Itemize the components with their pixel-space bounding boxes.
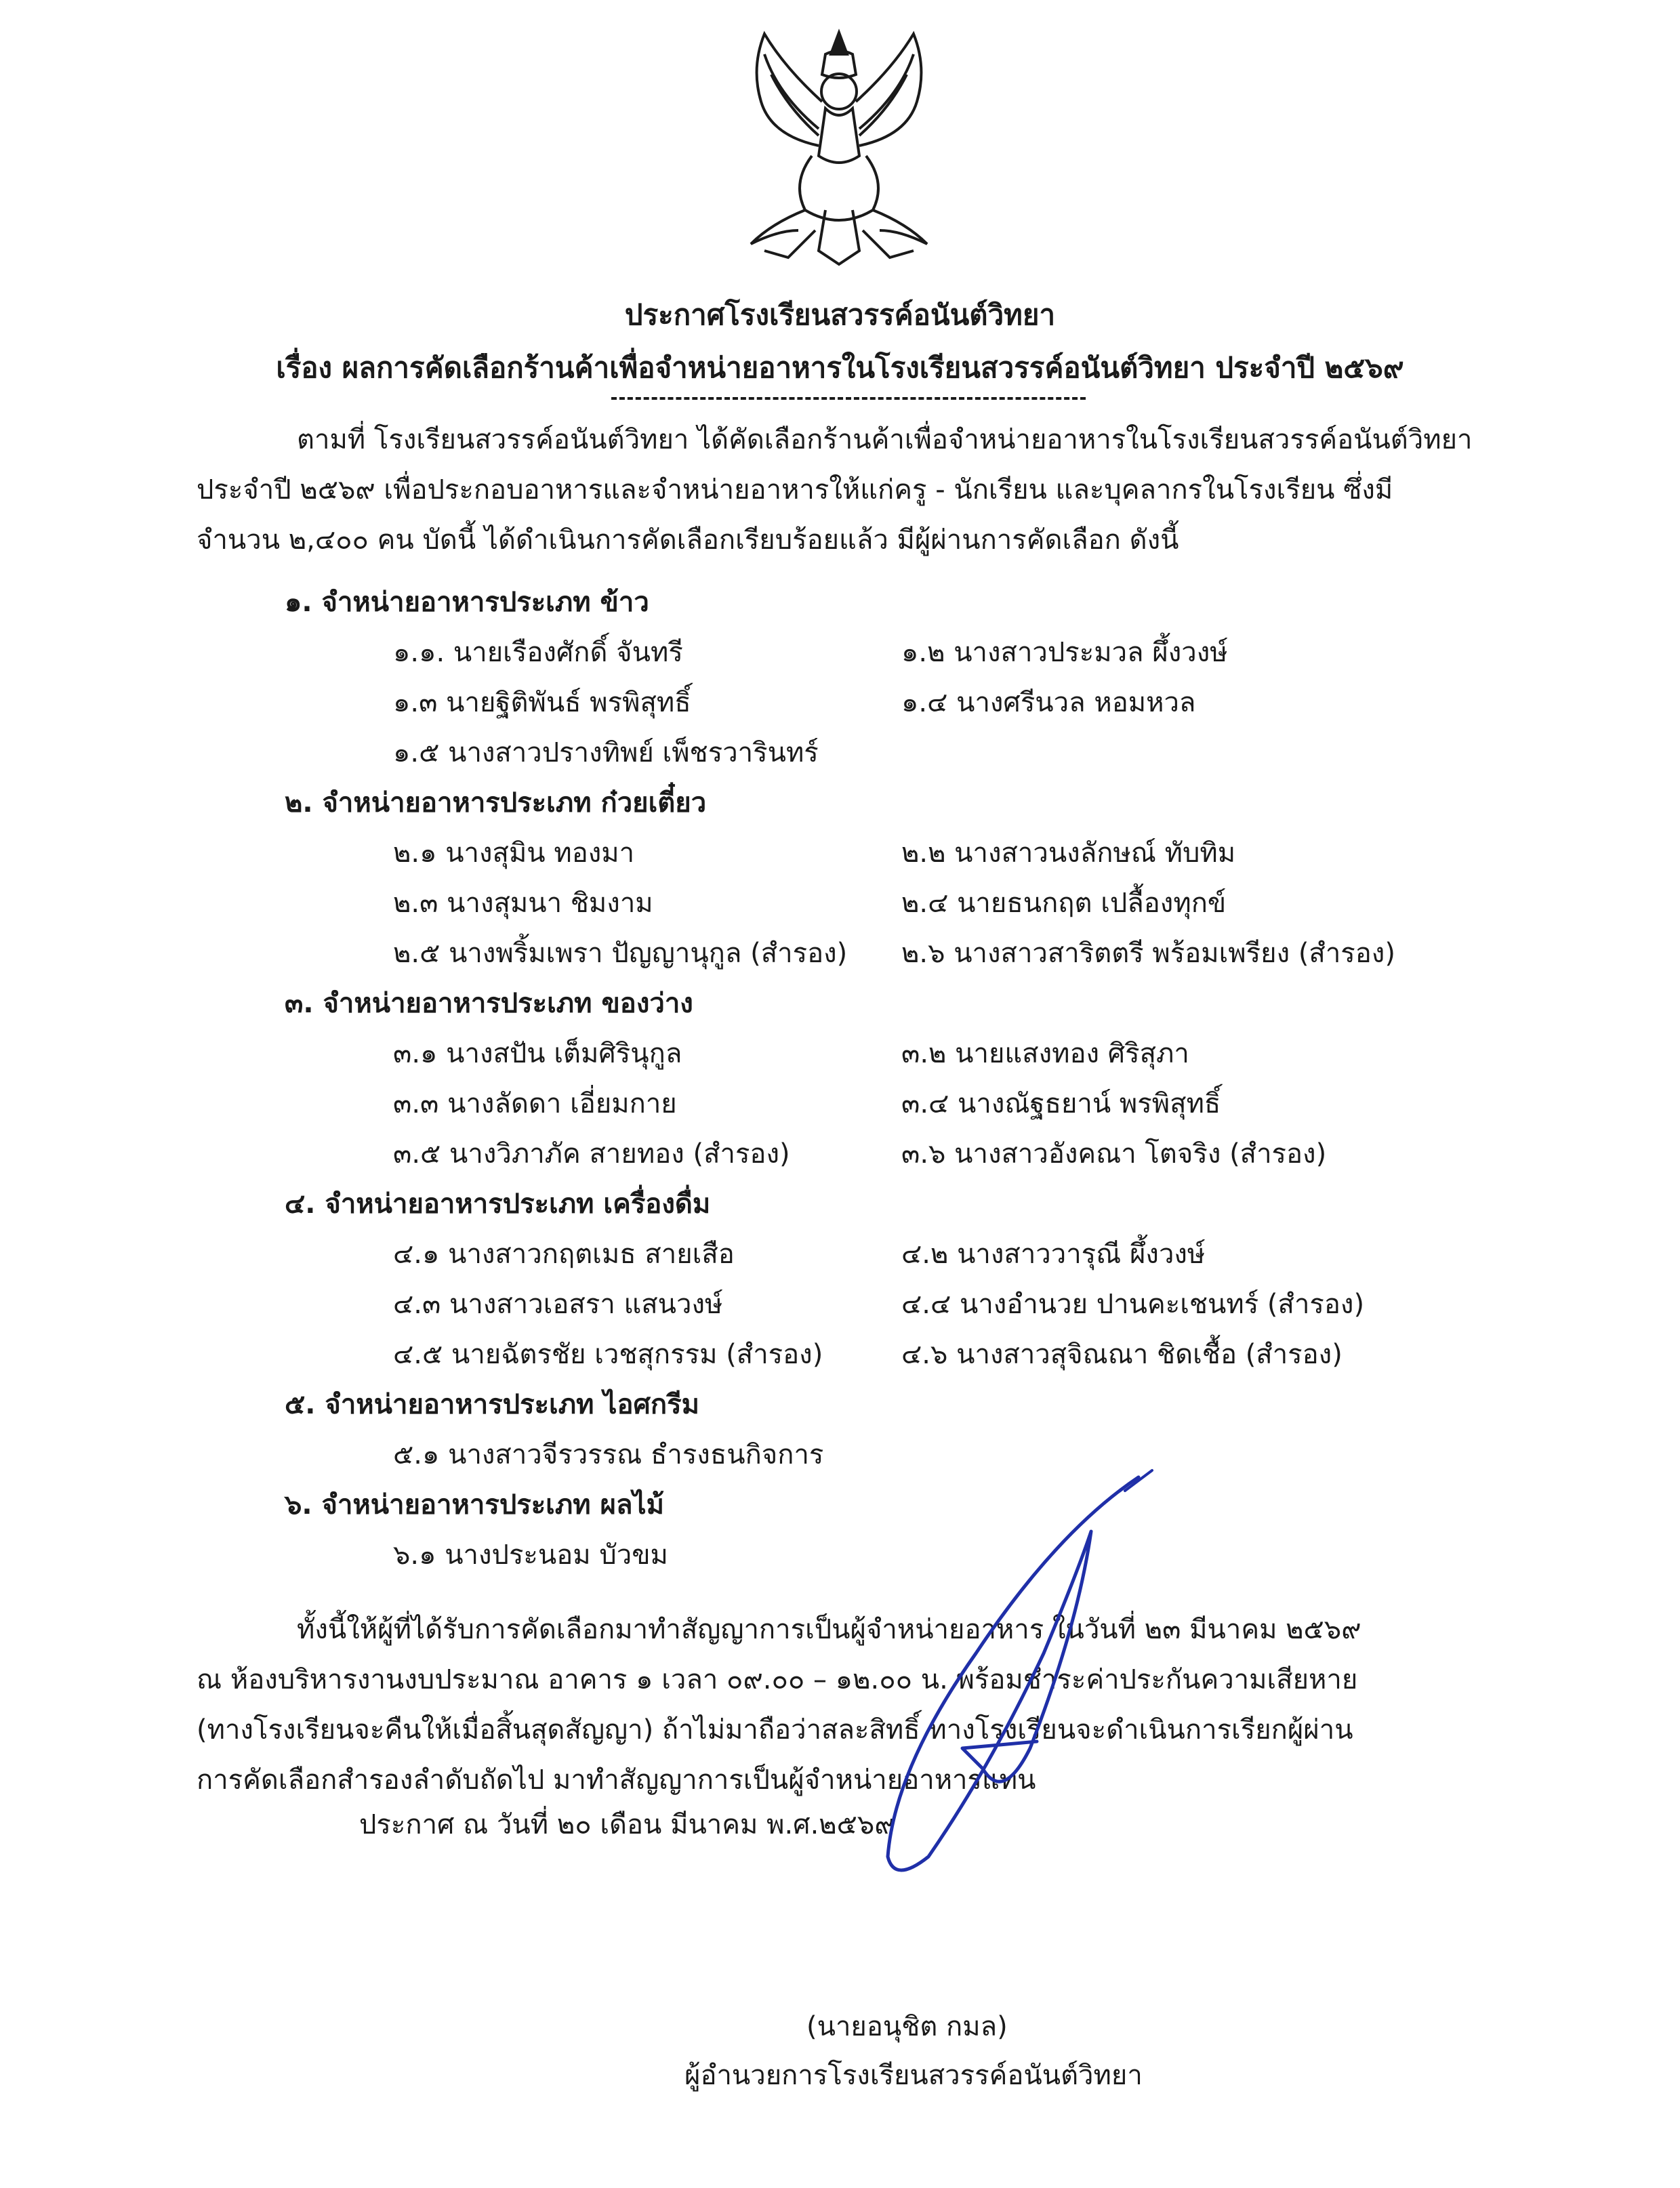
list-item: ๓.๖ นางสาวอังคณา โตจริง (สำรอง): [901, 1138, 1327, 1170]
title-divider: [611, 397, 1086, 400]
garuda-emblem-icon: [724, 27, 954, 271]
category-heading: ๑. จำหน่ายอาหารประเภท ข้าว: [285, 587, 649, 618]
signatory-position: ผู้อำนวยการโรงเรียนสวรรค์อนันต์วิทยา: [684, 2060, 1143, 2091]
list-item: ๒.๕ นางพริ้มเพรา ปัญญานุกูล (สำรอง): [393, 938, 848, 969]
closing-line: ณ ห้องบริหารงานงบประมาณ อาคาร ๑ เวลา ๐๙.๐๐ – ๑๒.๐๐ น. พร้อมชำระค่าประกันความเสียหาย: [197, 1664, 1358, 1695]
announce-date: ประกาศ ณ วันที่ ๒๐ เดือน มีนาคม พ.ศ.๒๕๖๙: [359, 1809, 895, 1840]
list-item: ๑.๑. นายเรืองศักดิ์ จันทรี: [393, 637, 683, 668]
list-item: ๔.๒ นางสาววารุณี ผึ้งวงษ์: [901, 1239, 1206, 1270]
list-item: ๑.๓ นายฐิติพันธ์ พรพิสุทธิ์: [393, 687, 691, 718]
intro-line: ตามที่ โรงเรียนสวรรค์อนันต์วิทยา ได้คัดเลือกร้านค้าเพื่อจำหน่ายอาหารในโรงเรียนสวรรค์อนันต์วิทยา: [297, 424, 1473, 455]
list-item: ๒.๔ นายธนกฤต เปลื้องทุกข์: [901, 888, 1227, 919]
signature-mark: [854, 1450, 1179, 1897]
list-item: ๒.๖ นางสาวสาริตตรี พร้อมเพรียง (สำรอง): [901, 938, 1395, 969]
list-item: ๕.๑ นางสาวจีรวรรณ ธำรงธนกิจการ: [393, 1439, 824, 1470]
list-item: ๒.๑ นางสุมิน ทองมา: [393, 838, 635, 869]
list-item: ๔.๖ นางสาวสุจิณณา ชิดเชื้อ (สำรอง): [901, 1339, 1343, 1370]
list-item: ๒.๓ นางสุมนา ชิมงาม: [393, 888, 653, 919]
intro-line: ประจำปี ๒๕๖๙ เพื่อประกอบอาหารและจำหน่ายอาหารให้แก่ครู - นักเรียน และบุคลากรในโรงเรียน ซึ่งมี: [197, 474, 1393, 505]
category-heading: ๔. จำหน่ายอาหารประเภท เครื่องดื่ม: [285, 1189, 711, 1220]
category-heading: ๖. จำหน่ายอาหารประเภท ผลไม้: [285, 1489, 664, 1521]
category-heading: ๒. จำหน่ายอาหารประเภท ก๋วยเตี๋ยว: [285, 787, 707, 819]
list-item: ๑.๔ นางศรีนวล หอมหวล: [901, 687, 1196, 718]
category-heading: ๕. จำหน่ายอาหารประเภท ไอศกรีม: [285, 1389, 699, 1420]
intro-line: จำนวน ๒,๔๐๐ คน บัดนี้ ได้ดำเนินการคัดเลือกเรียบร้อยแล้ว มีผู้ผ่านการคัดเลือก ดังนี้: [197, 524, 1179, 556]
announcement-subject: เรื่อง ผลการคัดเลือกร้านค้าเพื่อจำหน่ายอาหารในโรงเรียนสวรรค์อนันต์วิทยา ประจำปี ๒๕๖๙: [276, 351, 1404, 384]
list-item: ๓.๓ นางลัดดา เอี่ยมกาย: [393, 1088, 677, 1119]
list-item: ๑.๕ นางสาวปรางทิพย์ เพ็ชรวารินทร์: [393, 737, 819, 768]
closing-line: (ทางโรงเรียนจะคืนให้เมื่อสิ้นสุดสัญญา) ถ้าไม่มาถือว่าสละสิทธิ์ ทางโรงเรียนจะดำเนินการเรียกผู้ผ่าน: [197, 1714, 1353, 1746]
list-item: ๑.๒ นางสาวประมวล ผึ้งวงษ์: [901, 637, 1228, 668]
list-item: ๔.๔ นางอำนวย ปานคะเชนทร์ (สำรอง): [901, 1289, 1365, 1320]
list-item: ๔.๕ นายฉัตรชัย เวชสุกรรม (สำรอง): [393, 1339, 823, 1370]
signatory-name: (นายอนุชิต กมล): [806, 2011, 1008, 2042]
list-item: ๓.๑ นางสปัน เต็มศิรินุกูล: [393, 1038, 682, 1069]
category-heading: ๓. จำหน่ายอาหารประเภท ของว่าง: [285, 988, 693, 1019]
list-item: ๖.๑ นางประนอม บัวขม: [393, 1540, 668, 1571]
closing-paragraph: [197, 1605, 1484, 1805]
intro-paragraph: [197, 415, 1484, 565]
list-item: ๔.๓ นางสาวเอสรา แสนวงษ์: [393, 1289, 723, 1320]
list-item: ๒.๒ นางสาวนงลักษณ์ ทับทิม: [901, 838, 1236, 869]
list-item: ๓.๔ นางณัฐธยาน์ พรพิสุทธิ์: [901, 1088, 1221, 1119]
closing-line: ทั้งนี้ให้ผู้ที่ได้รับการคัดเลือกมาทำสัญญาการเป็นผู้จำหน่ายอาหาร ในวันที่ ๒๓ มีนาคม ๒๕๖๙: [297, 1614, 1361, 1645]
list-item: ๓.๕ นางวิภาภัค สายทอง (สำรอง): [393, 1138, 790, 1170]
list-item: ๓.๒ นายแสงทอง ศิริสุภา: [901, 1038, 1189, 1069]
list-item: ๔.๑ นางสาวกฤตเมธ สายเสือ: [393, 1239, 735, 1270]
closing-line: การคัดเลือกสำรองลำดับถัดไป มาทำสัญญาการเป็นผู้จำหน่ายอาหารแทน: [197, 1764, 1036, 1796]
announcement-title: ประกาศโรงเรียนสวรรค์อนันต์วิทยา: [624, 298, 1056, 331]
